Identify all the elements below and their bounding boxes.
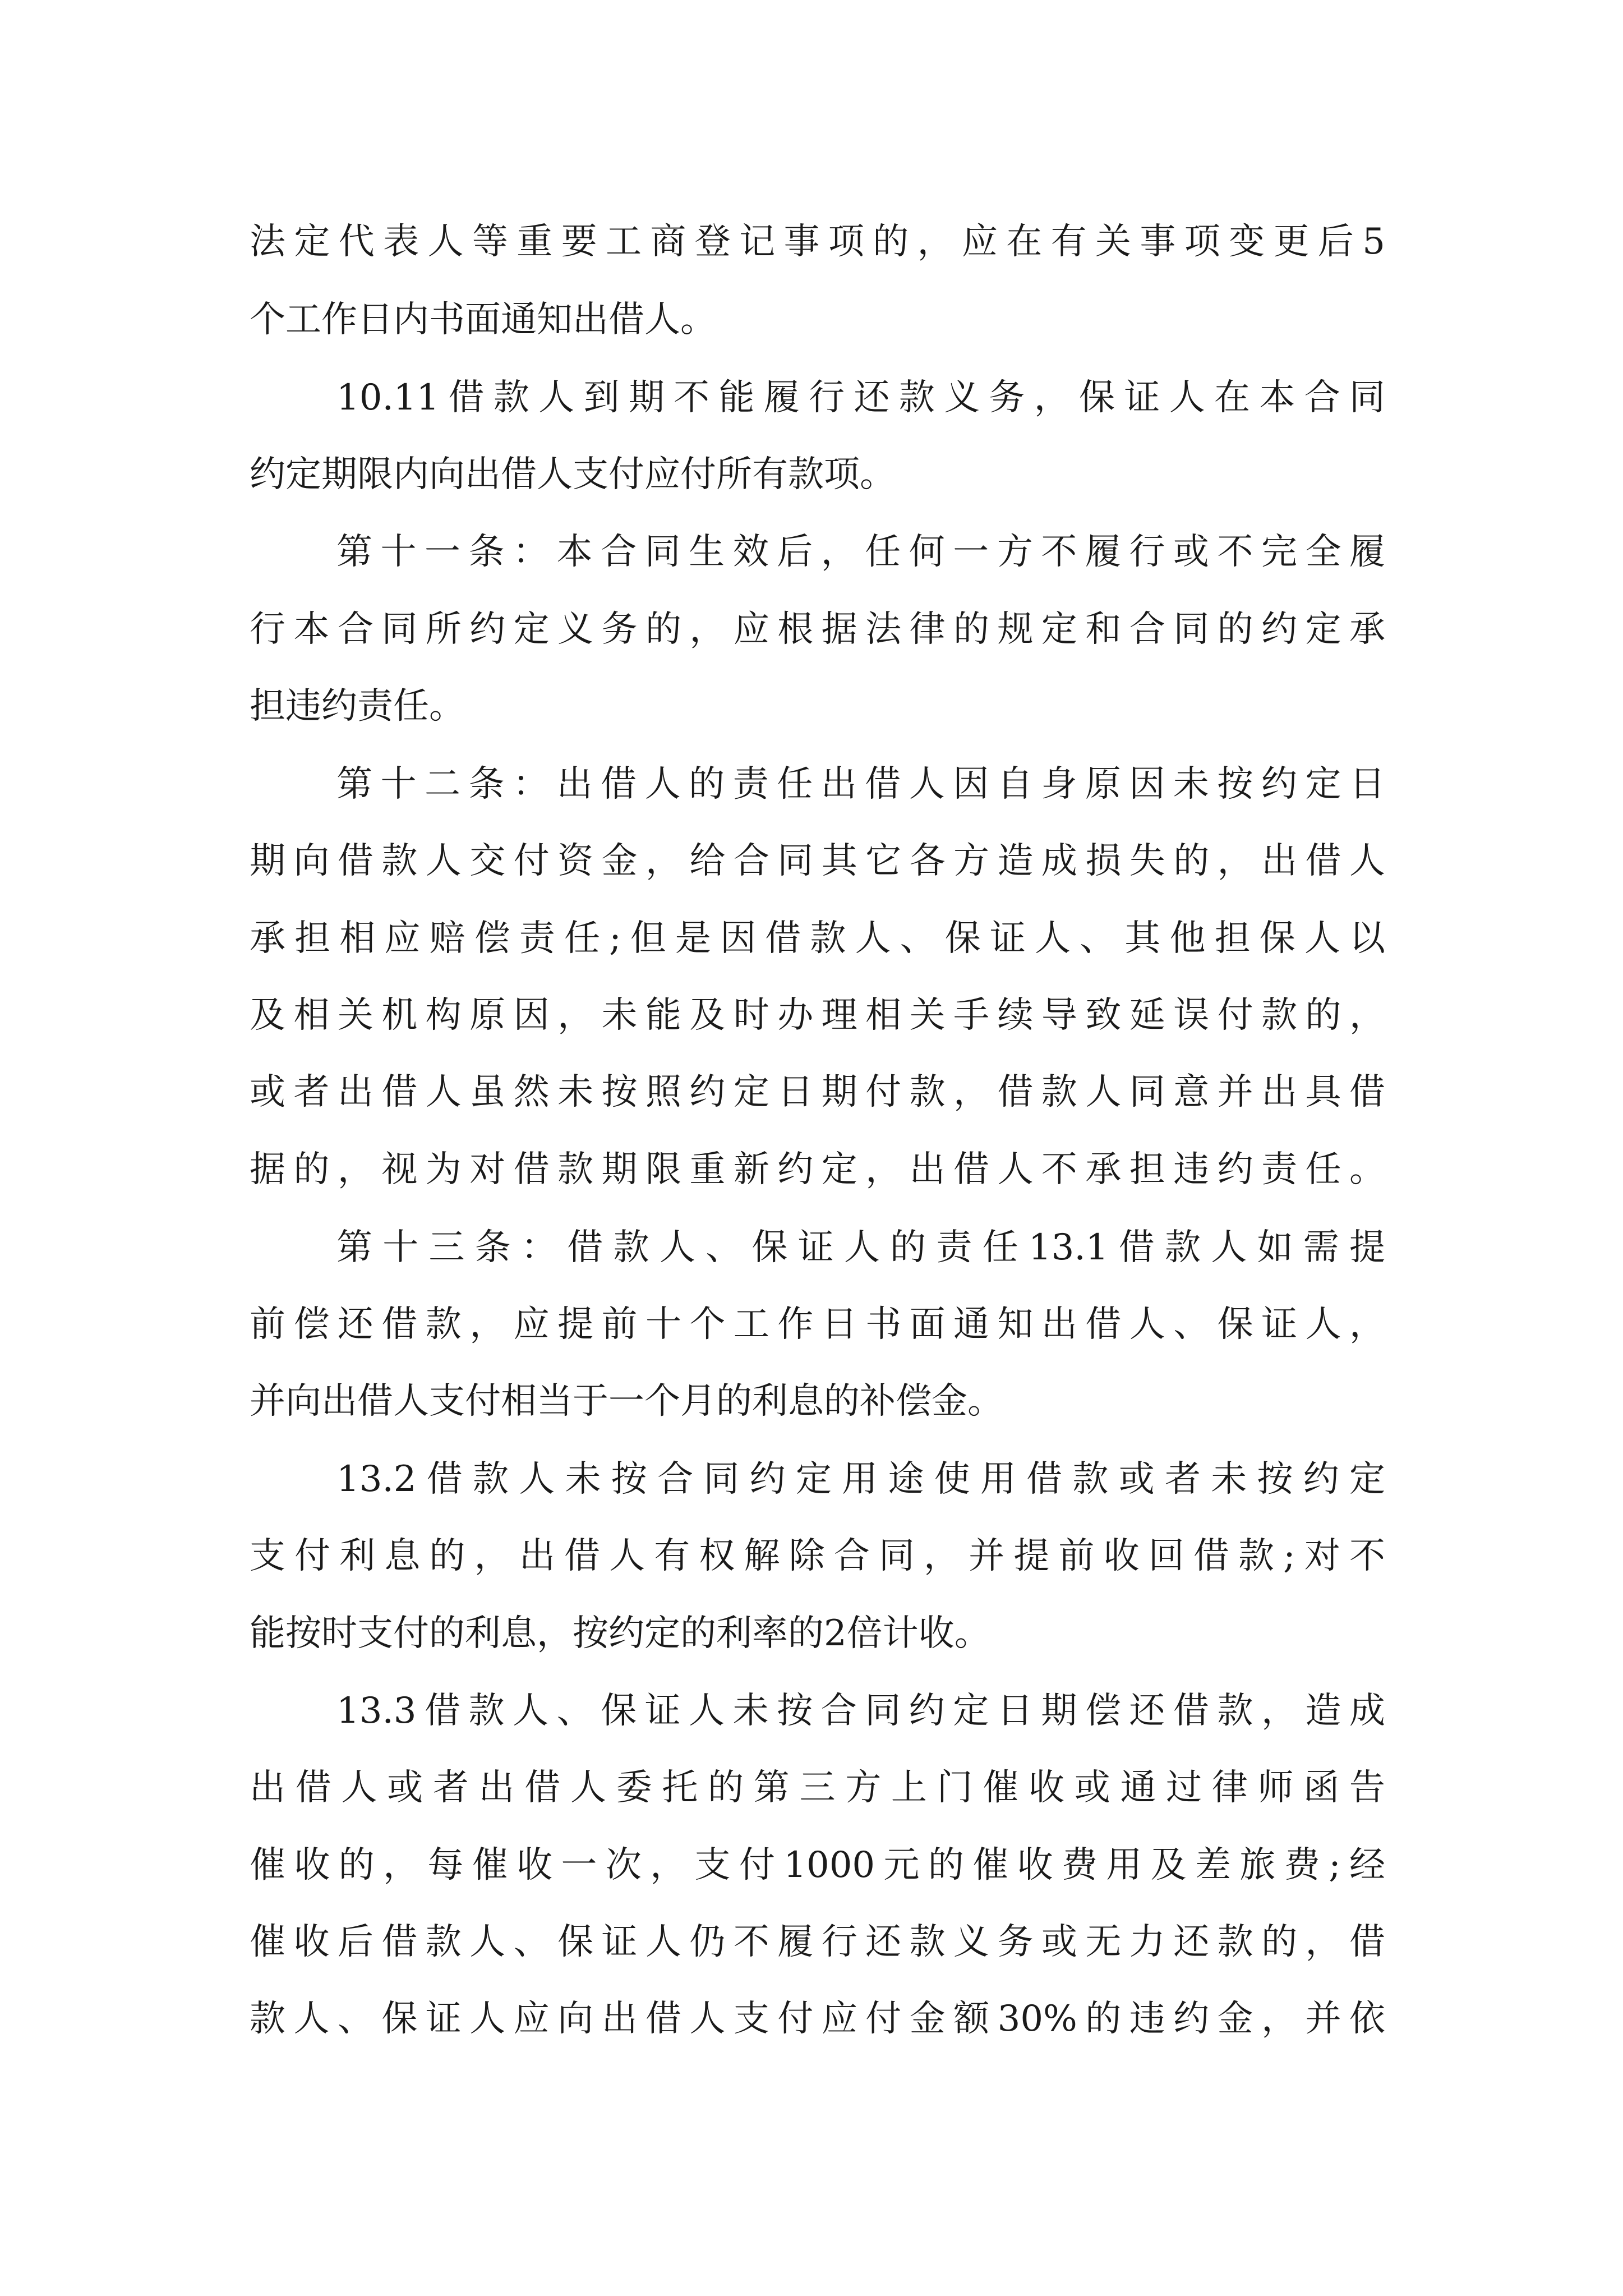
text-line: 款人、保证人应向出借人支付应付金额30%的违约金，并依 [250,1998,1385,2040]
text-line: 13.3借款人、保证人未按合同约定日期偿还借款，造成 [336,1690,1385,1732]
text-line: 13.2借款人未按合同约定用途使用借款或者未按约定 [336,1458,1385,1500]
text-line: 支付利息的，出借人有权解除合同，并提前收回借款;对不 [250,1535,1385,1577]
text-line: 催收的，每催收一次，支付1000元的催收费用及差旅费;经 [250,1844,1385,1886]
text-line: 约定期限内向出借人支付应付所有款项。 [250,454,896,495]
text-line: 及相关机构原因，未能及时办理相关手续导致延误付款的， [250,995,1385,1036]
text-line: 据的，视为对借款期限重新约定，出借人不承担违约责任。 [250,1149,1385,1190]
text-line: 第十二条：出借人的责任出借人因自身原因未按约定日 [336,763,1385,805]
text-line: 第十三条：借款人、保证人的责任13.1借款人如需提 [336,1227,1385,1268]
text-line: 10.11借款人到期不能履行还款义务，保证人在本合同 [336,377,1385,418]
text-line: 担违约责任。 [250,685,465,727]
text-line: 或者出借人虽然未按照约定日期付款，借款人同意并出具借 [250,1071,1385,1113]
text-line: 个工作日内书面通知出借人。 [250,299,716,341]
text-line: 第十一条：本合同生效后，任何一方不履行或不完全履 [336,531,1385,573]
text-line: 出借人或者出借人委托的第三方上门催收或通过律师函告 [250,1767,1385,1809]
text-line: 催收后借款人、保证人仍不履行还款义务或无力还款的，借 [250,1921,1385,1963]
text-line: 并向出借人支付相当于一个月的利息的补偿金。 [250,1381,1003,1422]
text-line: 能按时支付的利息，按约定的利率的2倍计收。 [250,1613,990,1654]
text-line: 前偿还借款，应提前十个工作日书面通知出借人、保证人， [250,1304,1385,1345]
text-line: 行本合同所约定义务的，应根据法律的规定和合同的约定承 [250,609,1385,650]
text-line: 期向借款人交付资金，给合同其它各方造成损失的，出借人 [250,840,1385,882]
text-line: 法定代表人等重要工商登记事项的，应在有关事项变更后5 [250,221,1385,263]
text-line: 承担相应赔偿责任;但是因借款人、保证人、其他担保人以 [250,918,1385,959]
